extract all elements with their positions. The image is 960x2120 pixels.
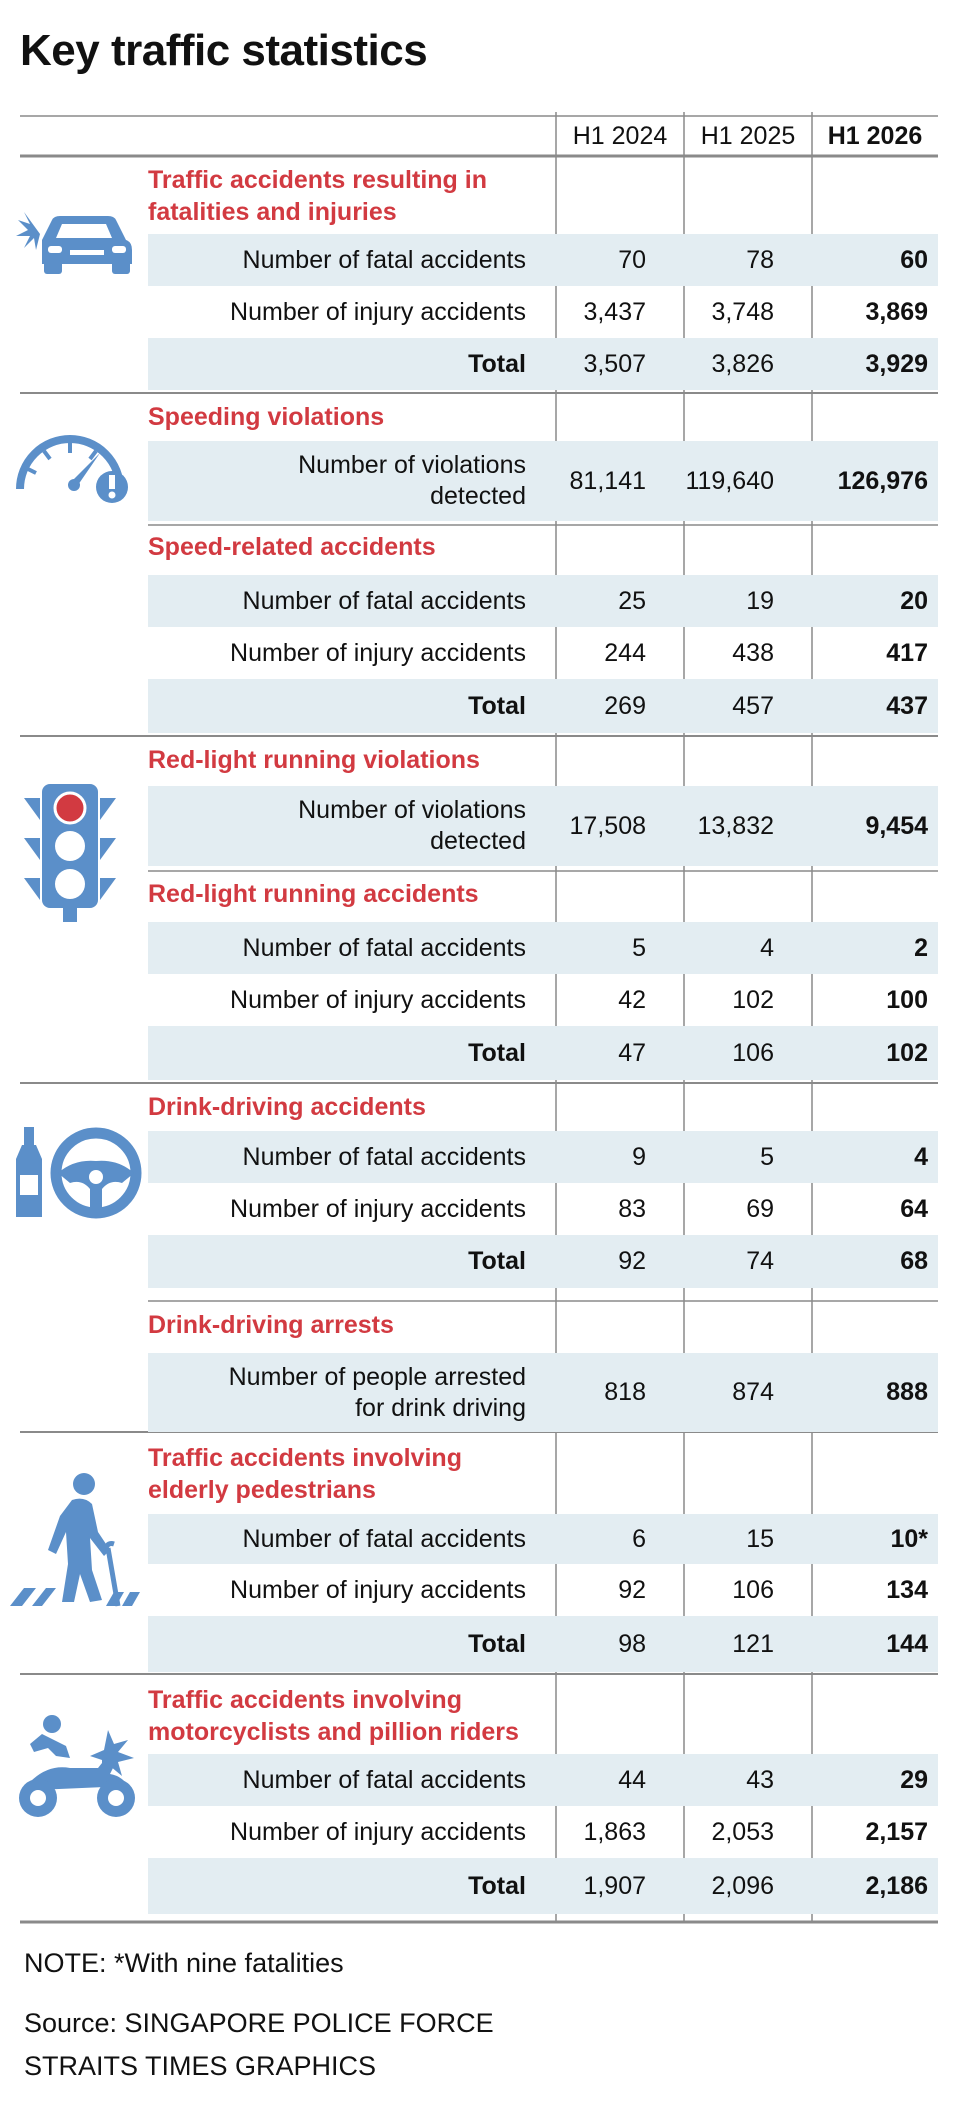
column-header: H1 2026 bbox=[827, 122, 923, 150]
cell-h1-2025: 102 bbox=[732, 985, 774, 1014]
cell-h1-2026: 3,869 bbox=[865, 297, 928, 326]
row-total-label: Total bbox=[468, 1247, 526, 1275]
cell-h1-2024: 1,907 bbox=[583, 1871, 646, 1900]
cell-h1-2024: 98 bbox=[618, 1629, 646, 1658]
cell-h1-2024: 5 bbox=[632, 933, 646, 962]
group-title: Traffic accidents involving elderly pedestrians bbox=[148, 1444, 462, 1504]
cell-h1-2024: 92 bbox=[618, 1575, 646, 1604]
table-row bbox=[148, 679, 938, 733]
group-title: Traffic accidents involving motorcyclists and pillion riders bbox=[148, 1686, 519, 1746]
cell-h1-2025: 3,826 bbox=[711, 349, 774, 378]
row-label: Number of injury accidents bbox=[230, 297, 526, 326]
cell-h1-2025: 2,096 bbox=[711, 1871, 774, 1900]
group-title: Drink-driving accidents bbox=[148, 1093, 426, 1121]
cell-h1-2025: 4 bbox=[760, 933, 774, 962]
table-row bbox=[148, 1026, 938, 1080]
cell-h1-2025: 438 bbox=[732, 638, 774, 667]
table-row bbox=[148, 1564, 938, 1616]
row-label: Number of fatal accidents bbox=[242, 1765, 526, 1794]
cell-h1-2026: 2 bbox=[914, 933, 928, 962]
bottle-steering-wheel-icon bbox=[14, 1123, 144, 1228]
row-label: Number of fatal accidents bbox=[242, 586, 526, 615]
table-row bbox=[148, 1183, 938, 1235]
row-label: Number of people arrested for drink driving bbox=[228, 1362, 526, 1422]
cell-h1-2024: 9 bbox=[632, 1142, 646, 1171]
row-label: Number of violations detected bbox=[298, 796, 526, 855]
cell-h1-2025: 43 bbox=[746, 1765, 774, 1794]
table-row bbox=[148, 1235, 938, 1288]
cell-h1-2026: 29 bbox=[900, 1765, 928, 1794]
table-row bbox=[148, 1131, 938, 1183]
cell-h1-2025: 119,640 bbox=[685, 466, 774, 495]
cell-h1-2026: 100 bbox=[886, 985, 928, 1014]
cell-h1-2025: 15 bbox=[746, 1524, 774, 1553]
cell-h1-2026: 2,186 bbox=[865, 1871, 928, 1900]
cell-h1-2026: 10* bbox=[890, 1524, 928, 1553]
cell-h1-2024: 1,863 bbox=[583, 1817, 646, 1846]
table-row bbox=[148, 1858, 938, 1914]
cell-h1-2026: 134 bbox=[886, 1575, 928, 1604]
cell-h1-2024: 81,141 bbox=[569, 466, 646, 495]
cell-h1-2024: 25 bbox=[618, 586, 646, 615]
cell-h1-2026: 417 bbox=[886, 638, 928, 667]
row-label: Number of fatal accidents bbox=[242, 1142, 526, 1171]
column-header: H1 2025 bbox=[700, 122, 796, 150]
cell-h1-2024: 83 bbox=[618, 1194, 646, 1223]
row-total-label: Total bbox=[468, 691, 526, 720]
cell-h1-2024: 47 bbox=[618, 1038, 646, 1067]
cell-h1-2025: 74 bbox=[746, 1247, 774, 1275]
cell-h1-2024: 44 bbox=[618, 1765, 646, 1794]
cell-h1-2025: 457 bbox=[732, 691, 774, 720]
table-row bbox=[148, 627, 938, 679]
group-title: Red-light running accidents bbox=[148, 880, 479, 908]
cell-h1-2024: 6 bbox=[632, 1524, 646, 1553]
table-row bbox=[148, 338, 938, 390]
section-speeding bbox=[0, 393, 960, 736]
credit-line: STRAITS TIMES GRAPHICS bbox=[24, 2051, 377, 2081]
cell-h1-2026: 2,157 bbox=[865, 1817, 928, 1846]
cell-h1-2026: 60 bbox=[900, 245, 928, 274]
row-label: Number of injury accidents bbox=[230, 1194, 526, 1223]
table-row bbox=[148, 922, 938, 974]
cell-h1-2024: 818 bbox=[604, 1378, 646, 1406]
section-motorcycle bbox=[0, 1674, 960, 1922]
cell-h1-2025: 19 bbox=[746, 586, 774, 615]
cell-h1-2026: 3,929 bbox=[865, 349, 928, 378]
column-header: H1 2024 bbox=[572, 122, 668, 150]
table-row bbox=[148, 575, 938, 627]
row-total-label: Total bbox=[468, 1871, 526, 1900]
cell-h1-2026: 102 bbox=[886, 1038, 928, 1067]
cell-h1-2026: 64 bbox=[900, 1194, 928, 1223]
table-row bbox=[148, 1754, 938, 1806]
row-label: Number of injury accidents bbox=[230, 638, 526, 667]
source-line: Source: SINGAPORE POLICE FORCE bbox=[24, 2008, 494, 2038]
cell-h1-2025: 69 bbox=[746, 1194, 774, 1223]
group-title: Speeding violations bbox=[148, 403, 385, 431]
table-row bbox=[148, 1514, 938, 1564]
table-row bbox=[148, 234, 938, 286]
elderly-pedestrian-icon bbox=[10, 1470, 140, 1615]
traffic-light-icon bbox=[20, 782, 120, 927]
cell-h1-2024: 3,437 bbox=[583, 297, 646, 326]
cell-h1-2025: 13,832 bbox=[697, 811, 774, 840]
group-title: Red-light running violations bbox=[148, 746, 480, 774]
row-total-label: Total bbox=[468, 349, 526, 378]
table-row bbox=[148, 1806, 938, 1858]
cell-h1-2025: 2,053 bbox=[711, 1817, 774, 1846]
cell-h1-2024: 42 bbox=[618, 985, 646, 1014]
table-row bbox=[148, 286, 938, 338]
group-title: Speed-related accidents bbox=[148, 533, 436, 561]
row-label: Number of injury accidents bbox=[230, 1575, 526, 1604]
row-label: Number of fatal accidents bbox=[242, 1524, 526, 1553]
cell-h1-2026: 4 bbox=[914, 1142, 928, 1171]
cell-h1-2024: 17,508 bbox=[569, 811, 646, 840]
row-label: Number of injury accidents bbox=[230, 985, 526, 1014]
cell-h1-2025: 874 bbox=[732, 1378, 774, 1406]
cell-h1-2026: 9,454 bbox=[865, 811, 928, 840]
section-injury bbox=[0, 156, 960, 393]
footnote: NOTE: *With nine fatalities bbox=[24, 1948, 344, 1978]
page-title: Key traffic statistics bbox=[20, 26, 428, 75]
cell-h1-2024: 244 bbox=[604, 638, 646, 667]
cell-h1-2026: 144 bbox=[886, 1629, 928, 1658]
cell-h1-2026: 888 bbox=[886, 1378, 928, 1406]
section-redlight bbox=[0, 736, 960, 1083]
car-crash-icon bbox=[14, 194, 134, 289]
cell-h1-2026: 20 bbox=[900, 586, 928, 615]
motorcycle-crash-icon bbox=[12, 1712, 142, 1827]
row-label: Number of injury accidents bbox=[230, 1817, 526, 1846]
table-row bbox=[148, 1616, 938, 1672]
group-title: Traffic accidents resulting in fatalities and injuries bbox=[148, 166, 487, 226]
cell-h1-2025: 106 bbox=[732, 1038, 774, 1067]
cell-h1-2025: 3,748 bbox=[711, 297, 774, 326]
cell-h1-2026: 126,976 bbox=[837, 466, 928, 495]
cell-h1-2025: 121 bbox=[732, 1629, 774, 1658]
table-row bbox=[148, 974, 938, 1026]
table-row bbox=[148, 786, 938, 866]
cell-h1-2026: 68 bbox=[900, 1247, 928, 1275]
cell-h1-2024: 70 bbox=[618, 245, 646, 274]
cell-h1-2026: 437 bbox=[886, 691, 928, 720]
row-total-label: Total bbox=[468, 1038, 526, 1067]
group-title: Drink-driving arrests bbox=[148, 1311, 394, 1339]
cell-h1-2025: 78 bbox=[746, 245, 774, 274]
table-row bbox=[148, 441, 938, 521]
cell-h1-2025: 106 bbox=[732, 1575, 774, 1604]
speedometer-warning-icon bbox=[14, 429, 134, 514]
row-label: Number of violations detected bbox=[298, 451, 526, 510]
section-drink-driving bbox=[0, 1083, 960, 1432]
cell-h1-2025: 5 bbox=[760, 1142, 774, 1171]
cell-h1-2024: 269 bbox=[604, 691, 646, 720]
row-label: Number of fatal accidents bbox=[242, 245, 526, 274]
cell-h1-2024: 92 bbox=[618, 1247, 646, 1275]
row-total-label: Total bbox=[468, 1629, 526, 1658]
cell-h1-2024: 3,507 bbox=[583, 349, 646, 378]
table-row bbox=[148, 1353, 938, 1432]
row-label: Number of fatal accidents bbox=[242, 933, 526, 962]
section-elderly bbox=[0, 1432, 960, 1674]
